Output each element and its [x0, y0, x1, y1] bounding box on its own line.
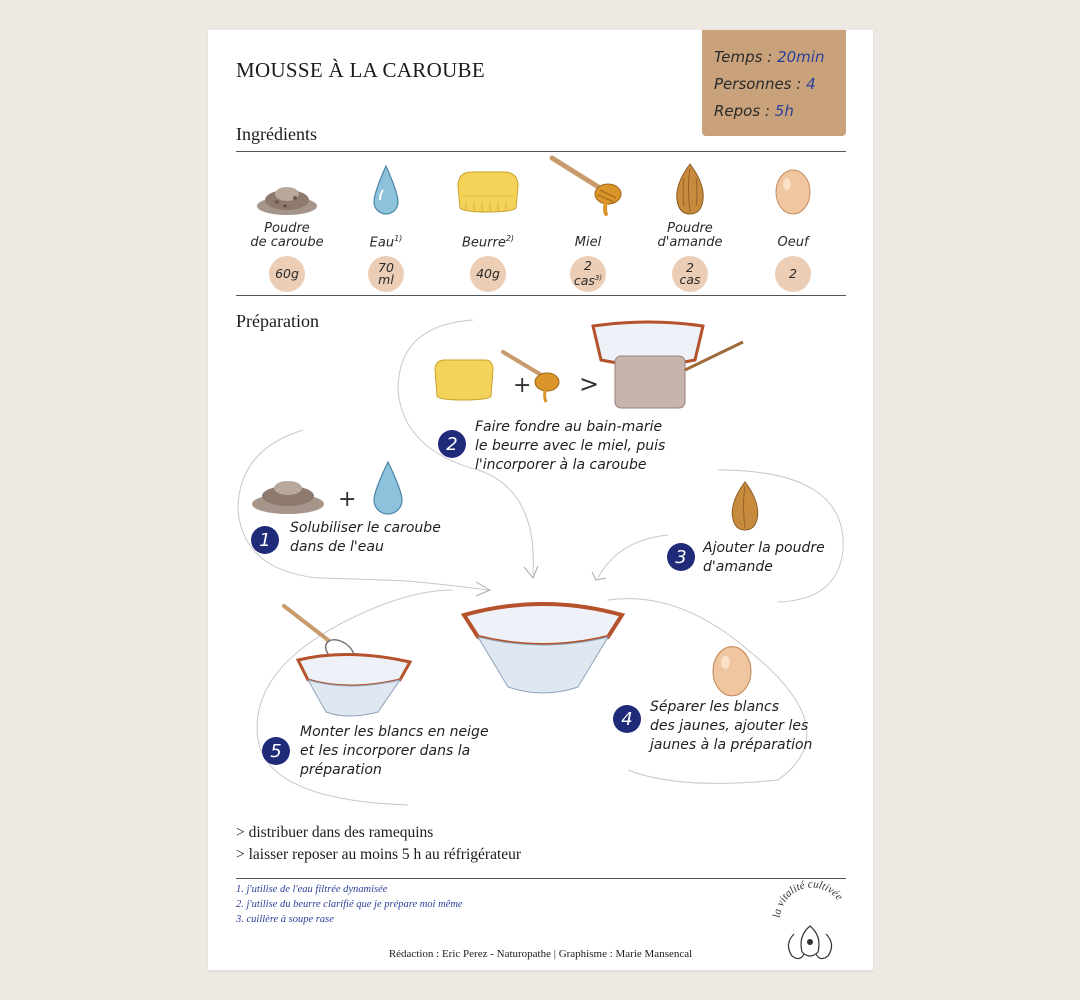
svg-text:la vitalité cultivée: la vitalité cultivée [770, 878, 846, 919]
step-2-illustration [433, 320, 753, 420]
page-title: MOUSSE À LA CAROUBE [236, 58, 485, 82]
mixing-bowl-icon [458, 595, 628, 700]
egg-icon [710, 640, 754, 698]
quantity-badge: 2 cas$^{3)}$ [570, 256, 606, 292]
step-1-illustration [248, 460, 418, 520]
step-1-number: 1 [251, 526, 279, 554]
credits: Rédaction : Eric Perez - Naturopathe | Graphisme : Marie Mansencal [388, 948, 693, 960]
plus-sign: + [338, 487, 357, 512]
step-5-number: 5 [262, 737, 290, 765]
plus-sign: + [513, 373, 532, 398]
step-3-text: Ajouter la poudre d'amande [703, 540, 825, 575]
then-sign: > [579, 370, 600, 398]
quantity-badge: 2 cas [672, 256, 708, 292]
time-row: Temps : 20min [714, 48, 825, 66]
step-3-number: 3 [667, 543, 695, 571]
step-4-number: 4 [613, 705, 641, 733]
footnotes: 1. j'utilise de l'eau filtrée dynamisée 2. j'utilise du beurre clarifié que je prépare moi même 3. cuillère à soupe rase [236, 884, 463, 925]
quantity-badge: 70 ml [368, 256, 404, 292]
ingredient-egg: Oeuf 2 [745, 160, 841, 292]
step-4-text: Séparer les blancs des jaunes, ajouter les jaunes à la préparation [650, 699, 813, 753]
ingredient-water: Eau$^{1)}$ 70 ml [338, 160, 434, 292]
rest-row: Repos : 5h [714, 102, 794, 120]
recipe-card [208, 30, 873, 970]
quantity-badge: 2 [775, 256, 811, 292]
ingredient-almond: Poudre d'amande 2 cas [642, 160, 738, 292]
serving-notes: > distribuer dans des ramequins > laisser reposer au moins 5 h au réfrigérateur [236, 824, 522, 863]
step-2-number: 2 [438, 430, 466, 458]
preparation-heading: Préparation [236, 311, 319, 331]
ingredients-heading: Ingrédients [236, 124, 317, 144]
step-1-text: Solubiliser le caroube dans de l'eau [290, 520, 441, 555]
step-2-text: Faire fondre au bain-marie le beurre avec le miel, puis l'incorporer à la caroube [475, 419, 666, 473]
ingredient-carob: Poudre de caroube 60g [239, 160, 335, 292]
step-5-text: Monter les blancs en neige et les incorporer dans la préparation [300, 724, 489, 778]
almond-icon [728, 480, 762, 532]
people-row: Personnes : 4 [714, 75, 816, 93]
divider [236, 878, 846, 879]
quantity-badge: 60g [269, 256, 305, 292]
ingredient-butter: Beurre$^{2)}$ 40g [440, 160, 536, 292]
ingredient-honey: Miel 2 cas$^{3)}$ [540, 160, 636, 292]
whisk-bowl-icon [278, 600, 418, 720]
quantity-badge: 40g [470, 256, 506, 292]
